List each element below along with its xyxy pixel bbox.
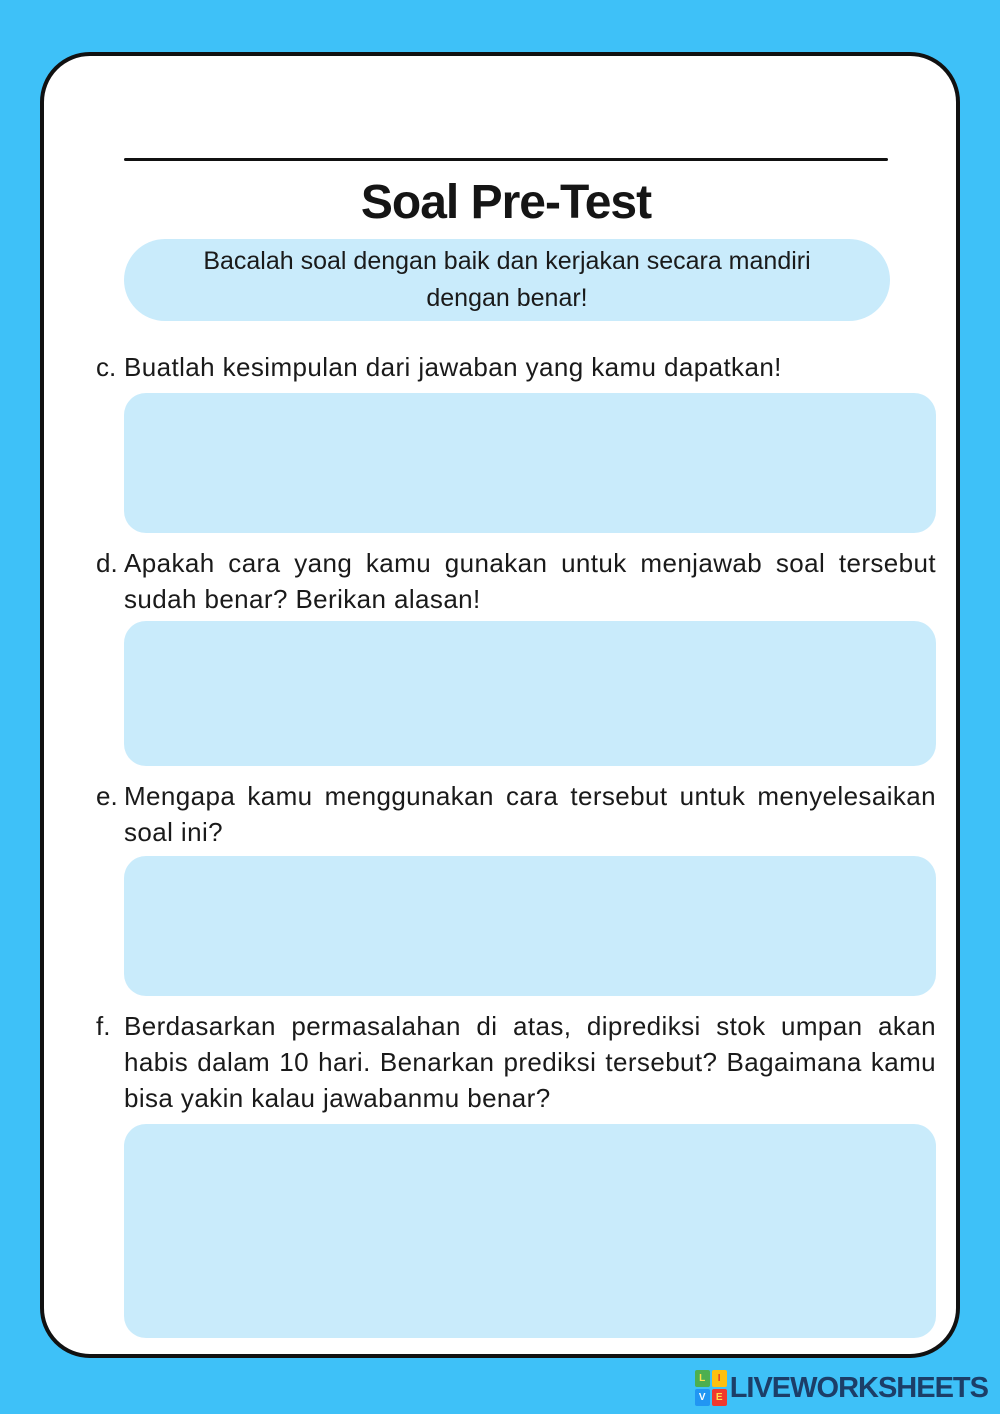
answer-box-e[interactable]: [124, 856, 936, 996]
logo-square-i: I: [712, 1370, 727, 1387]
answer-box-f[interactable]: [124, 1124, 936, 1338]
question-c-label: c.: [96, 352, 117, 382]
question-c-text: Buatlah kesimpulan dari jawaban yang kamu dapatkan!: [124, 352, 782, 382]
question-f: [96, 1008, 936, 1116]
liveworksheets-grid-icon: [695, 1370, 727, 1406]
question-f-label: f.: [96, 1011, 111, 1041]
question-d: [96, 545, 936, 617]
question-c: [96, 349, 936, 385]
divider-line: [124, 158, 888, 161]
question-d-label: d.: [96, 548, 118, 578]
page-title: Soal Pre-Test: [360, 176, 652, 229]
instruction-banner: [124, 239, 890, 321]
logo-square-e: E: [712, 1389, 727, 1406]
question-d-text: Apakah cara yang kamu gunakan untuk menjawab soal tersebut sudah benar? Berikan alasan!: [124, 548, 936, 614]
answer-box-c[interactable]: [124, 393, 936, 533]
logo-square-v: V: [695, 1389, 710, 1406]
worksheet-card: [40, 52, 960, 1358]
question-e-text: Mengapa kamu menggunakan cara tersebut untuk menyelesaikan soal ini?: [124, 781, 936, 847]
liveworksheets-logo: [695, 1370, 988, 1406]
question-f-text: Berdasarkan permasalahan di atas, diprediksi stok umpan akan habis dalam 10 hari. Benarkan prediksi tersebut? Bagaimana kamu bisa yakin kalau jawabanmu benar?: [124, 1011, 936, 1113]
question-e-label: e.: [96, 781, 118, 811]
logo-square-l: L: [695, 1370, 710, 1387]
brand-name: LIVEWORKSHEETS: [729, 1371, 988, 1404]
instruction-text: Bacalah soal dengan baik dan kerjakan secara mandiri dengan benar!: [203, 247, 811, 312]
question-e: [96, 778, 936, 850]
answer-box-d[interactable]: [124, 621, 936, 766]
